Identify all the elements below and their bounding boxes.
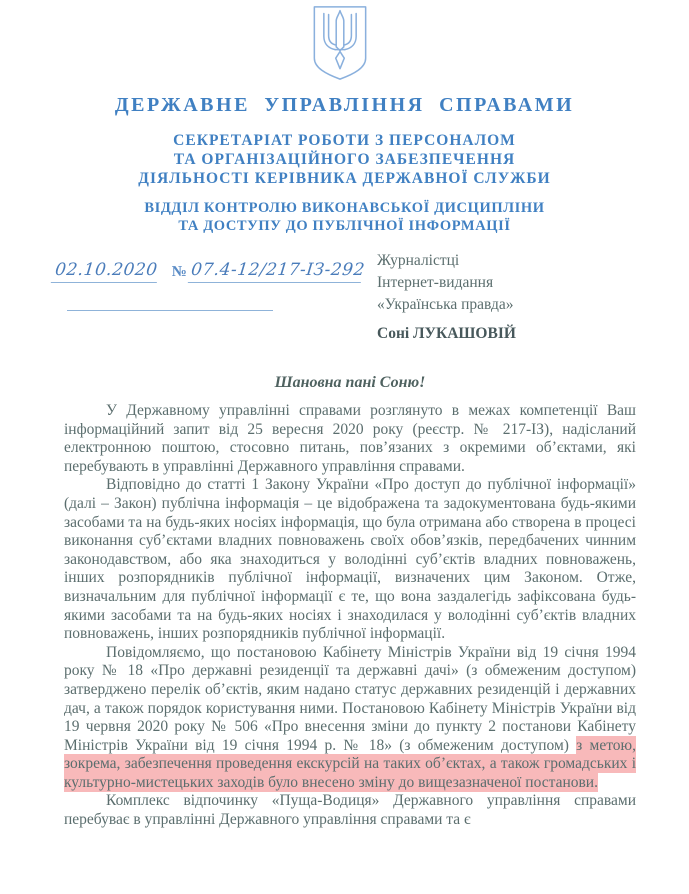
recipient-line-2: Інтернет-видання	[377, 274, 494, 291]
salutation: Шановна пані Соню!	[274, 374, 426, 391]
secretariat-line-3: ДІЯЛЬНОСТІ КЕРІВНИКА ДЕРЖАВНОЇ СЛУЖБИ	[138, 170, 551, 187]
paragraph-4	[64, 792, 636, 829]
recipient-line-1: Журналістці	[377, 252, 460, 269]
number-label: №	[171, 264, 187, 280]
secretariat-title	[0, 131, 689, 188]
reference-row	[52, 260, 366, 283]
tryzub-icon	[311, 5, 369, 81]
secretariat-line-1: СЕКРЕТАРІАТ РОБОТИ З ПЕРСОНАЛОМ	[173, 132, 516, 149]
handwritten-number: 07.4-12/217-ІЗ-292	[188, 260, 364, 283]
secretariat-line-2: ТА ОРГАНІЗАЦІЙНОГО ЗАБЕЗПЕЧЕННЯ	[173, 151, 516, 168]
paragraph-1	[64, 402, 636, 476]
paragraph-1-text: У Державному управлінні справами розглянуто в межах компетенції Ваш інформаційний запит від 25 вересня 2020 року (реєстр. № 217-ІЗ), надісланий електронною поштою, стосовно питань, пов’язаних з окремими об’єктами, які перебувають в управлінні Державного управління справами.	[64, 402, 636, 475]
division-line-1: ВІДДІЛ КОНТРОЛЮ ВИКОНАВСЬКОЇ ДИСЦИПЛІНИ	[144, 200, 545, 216]
paragraph-3-text: Повідомляємо, що постановою Кабінету Міністрів України від 19 січня 1994 року № 18 «Про державні резиденції та державні дачі» (з обмеженим доступом) затверджено перелік об’єктів, яким надано статус державних резиденцій і державних дач, а також порядок користування ними. Постановою Кабінету Міністрів України від 19 червня 2020 року № 506 «Про внесення зміни до пункту 2 постанови Кабінету Міністрів України від 19 січня 1994 р. № 18» (з обмеженим доступом)	[64, 643, 636, 754]
paragraph-2-text: Відповідно до статті 1 Закону України «Про доступ до публічної інформації» (далі – Закон) публічна інформація – це відображена та задокументована будь-якими засобами та на будь-яких носіях інформація, що була отримана або створена в процесі виконання суб’єктами владних повноважень своїх обов’язків, передбачених чинним законодавством, або яка знаходиться у володінні суб’єктів владних повноважень, інших розпорядників публічної інформації, визначених цим Законом. Отже, визначальним для публічної інформації є те, що вона заздалегідь зафіксована будь-якими засобами та на будь-яких носіях і знаходилася у володінні суб’єктів владних повноважень, інших розпорядників публічної інформації.	[64, 476, 636, 643]
paragraph-2	[64, 476, 636, 643]
blank-reference-line	[67, 296, 273, 311]
letter-body	[64, 402, 636, 830]
division-line-2: ТА ДОСТУПУ ДО ПУБЛІЧНОЇ ІНФОРМАЦІЇ	[178, 218, 511, 234]
paragraph-4-text: Комплекс відпочинку «Пуща-Водиця» Державного управління справами перебуває в управлінні Державного управління справами та є	[64, 792, 636, 829]
highlighted-text: з метою, зокрема, забезпечення проведення екскурсій на таких об’єктах, а також громадських і культурно-мистецьких заходів було внесено зміну до вищезазначеної постанови.	[64, 736, 636, 791]
division-title	[0, 199, 689, 235]
handwritten-date: 02.10.2020	[51, 260, 159, 283]
recipient-name: Соні ЛУКАШОВІЙ	[377, 325, 516, 342]
recipient-line-3: «Українська правда»	[377, 296, 514, 313]
recipient-block	[377, 250, 516, 345]
org-name: ДЕРЖАВНЕ УПРАВЛІННЯ СПРАВАМИ	[114, 94, 575, 116]
paragraph-3	[64, 644, 636, 793]
